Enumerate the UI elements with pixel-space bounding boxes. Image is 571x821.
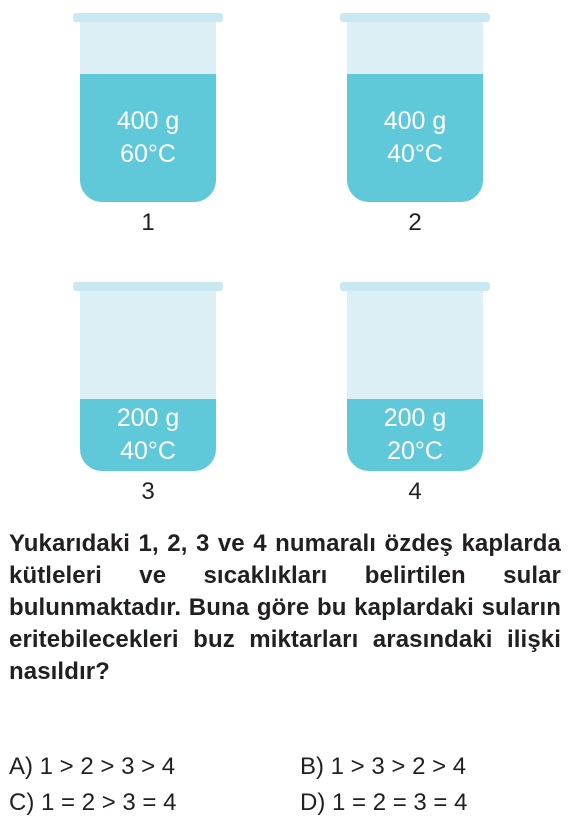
- beaker-rim: [340, 13, 490, 22]
- beaker-number: 4: [408, 478, 422, 505]
- water-temperature: 40°C: [387, 140, 443, 169]
- beaker-rim: [73, 13, 223, 22]
- water-mass: 400 g: [116, 107, 180, 136]
- water-temperature: 20°C: [387, 437, 443, 465]
- water-mass: 200 g: [383, 404, 447, 432]
- option-c[interactable]: C) 1 = 2 > 3 = 4: [9, 789, 177, 816]
- beaker-glass: [80, 22, 216, 202]
- beaker-number: 2: [408, 209, 422, 236]
- option-a[interactable]: A) 1 > 2 > 3 > 4: [9, 753, 176, 780]
- beaker-glass: [347, 22, 483, 202]
- beaker-rim: [73, 282, 223, 291]
- water-temperature: 40°C: [120, 437, 176, 465]
- beaker-glass: [347, 291, 483, 471]
- beaker-glass: [80, 291, 216, 471]
- option-d[interactable]: D) 1 = 2 = 3 = 4: [300, 789, 468, 816]
- question-text: Yukarıdaki 1, 2, 3 ve 4 numaralı özdeş kaplarda kütleleri ve sıcaklıkları belirtilen sular bulunmaktadır. Buna göre bu kaplardaki suların eritebilecekleri buz miktarları arasındaki ilişki nasıldır?: [9, 530, 561, 685]
- beaker-number: 3: [141, 478, 155, 505]
- water: [80, 399, 216, 471]
- beaker-number: 1: [141, 209, 155, 236]
- water: [347, 74, 483, 202]
- water-mass: 200 g: [116, 404, 180, 432]
- water: [80, 74, 216, 202]
- water: [347, 399, 483, 471]
- option-b[interactable]: B) 1 > 3 > 2 > 4: [300, 753, 467, 780]
- beaker-rim: [340, 282, 490, 291]
- water-mass: 400 g: [383, 107, 447, 136]
- water-temperature: 60°C: [120, 140, 176, 169]
